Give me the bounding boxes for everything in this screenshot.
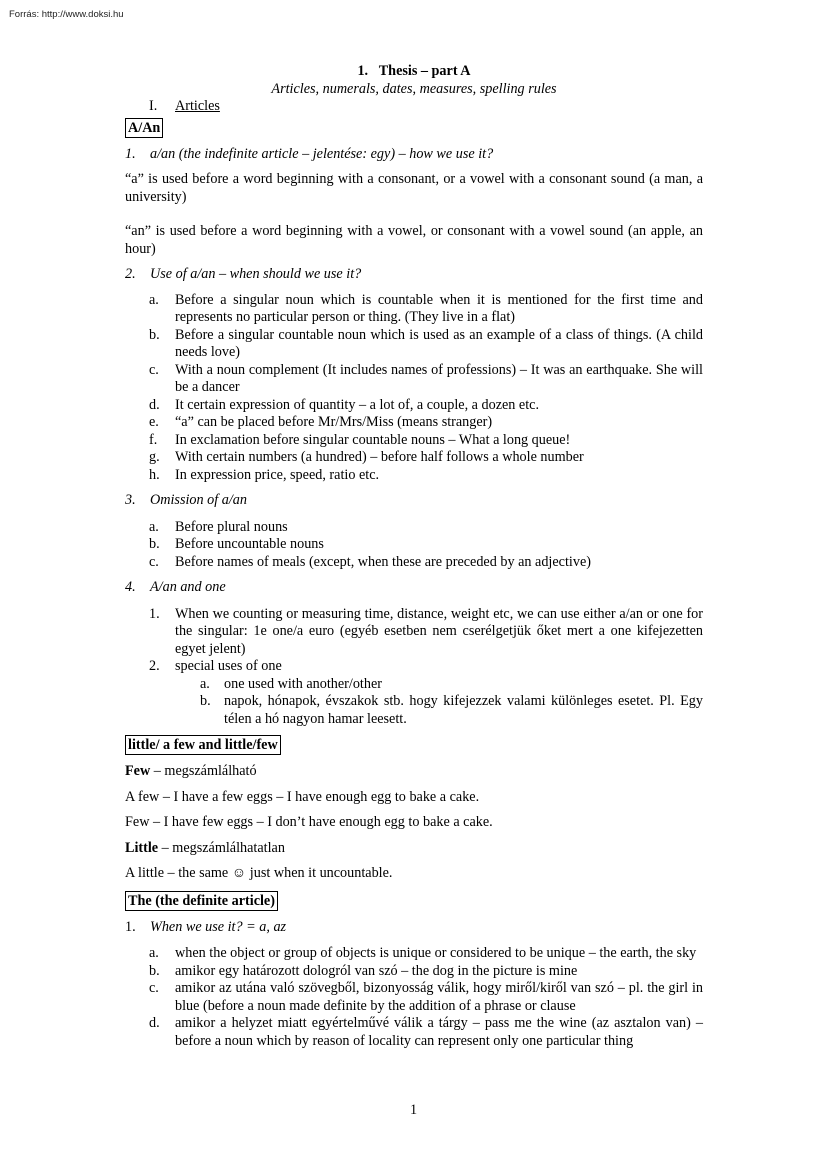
aan-one-sublist xyxy=(200,676,703,729)
list-item: d. amikor a helyzet miatt egyértelművé válik a tárgy – pass me the wine (az asztalon van) – before a noun which by reason of locality can represent only one particular thing xyxy=(149,1015,703,1049)
aan-paragraph-2: “an” is used before a word beginning with a vowel, or consonant with a vowel sound (an apple, an hour) xyxy=(125,223,703,257)
list-item: b. Before a singular countable noun which is used as an example of a class of things. (A child needs love) xyxy=(149,326,703,360)
few-example-1: A few – I have a few eggs – I have enough egg to bake a cake. xyxy=(125,788,480,805)
aan-omission-list xyxy=(149,519,703,572)
list-item: g. With certain numbers (a hundred) – before half follows a whole number xyxy=(149,449,584,465)
page-content xyxy=(125,63,703,1050)
list-item: d. It certain expression of quantity – a lot of, a couple, a dozen etc. xyxy=(149,396,540,413)
aan-uses-list xyxy=(149,292,703,485)
section-heading-the: The (the definite article) xyxy=(125,891,278,911)
document-subtitle: Articles, numerals, dates, measures, spelling rules xyxy=(271,80,557,97)
roman-label: Articles xyxy=(175,98,220,114)
the-uses-list xyxy=(149,945,703,1050)
little-example: A little – the same ☺ just when it uncountable. xyxy=(125,865,393,881)
little-definition: Little – megszámlálhatatlan xyxy=(125,839,285,856)
list-item: f. In exclamation before singular countable nouns – What a long queue! xyxy=(149,431,571,448)
list-item: c. Before names of meals (except, when these are preceded by an adjective) xyxy=(149,553,591,570)
aan-question-2: 2. Use of a/an – when should we use it? xyxy=(125,266,362,282)
section-heading-aan: A/An xyxy=(125,118,163,138)
list-item: c. With a noun complement (It includes names of professions) – It was an earthquake. She will be a dancer xyxy=(149,361,703,395)
list-item: a. Before plural nouns xyxy=(149,518,288,535)
list-item: 1. When we counting or measuring time, distance, weight etc, we can use either a/an or one for the singular: 1e one/a euro (egyéb esetben nem cserélgetjük őket mert a one kifejezetten egyet jelent) xyxy=(149,605,703,657)
the-question-1: 1. When we use it? = a, az xyxy=(125,918,287,935)
aan-question-1: 1. a/an (the indefinite article – jelentése: egy) – how we use it? xyxy=(125,145,494,162)
source-url: Forrás: http://www.doksi.hu xyxy=(9,9,124,20)
list-item: e. “a” can be placed before Mr/Mrs/Miss (means stranger) xyxy=(149,414,493,430)
list-item: b. amikor egy határozott dologról van szó – the dog in the picture is mine xyxy=(149,962,578,979)
list-item: a. when the object or group of objects is unique or considered to be unique – the earth, the sky xyxy=(149,945,697,961)
section-heading-few: little/ a few and little/few xyxy=(125,735,281,755)
list-item: a. Before a singular noun which is countable when it is mentioned for the first time and represents no particular person or thing. (They live in a flat) xyxy=(149,291,703,325)
aan-question-3: 3. Omission of a/an xyxy=(125,492,247,508)
list-item: b. Before uncountable nouns xyxy=(149,536,324,552)
list-item: c. amikor az utána való szövegből, bizonyosság válik, hogy miről/kiről van szó – pl. the girl in blue (before a noun made definite by the addition of a phrase or clause xyxy=(149,980,703,1014)
list-item: h. In expression price, speed, ratio etc. xyxy=(149,466,380,483)
aan-one-list xyxy=(149,606,703,676)
page-number: 1 xyxy=(409,1102,418,1118)
few-definition: Few – megszámlálható xyxy=(125,763,257,779)
document-title: 1. Thesis – part A xyxy=(357,63,471,79)
list-item: 2. special uses of one xyxy=(149,658,282,674)
list-item: b. napok, hónapok, évszakok stb. hogy kifejezzek valami különleges esetet. Pl. Egy télen a hó nagyon hamar leesett. xyxy=(200,693,703,727)
roman-heading xyxy=(149,98,703,116)
few-example-2: Few – I have few eggs – I don’t have enough egg to bake a cake. xyxy=(125,814,493,830)
aan-paragraph-1: “a” is used before a word beginning with a consonant, or a vowel with a consonant sound (a man, a university) xyxy=(125,171,703,205)
roman-numeral: I. xyxy=(149,98,158,114)
aan-question-4: 4. A/an and one xyxy=(125,579,226,595)
list-item: a. one used with another/other xyxy=(200,675,382,692)
